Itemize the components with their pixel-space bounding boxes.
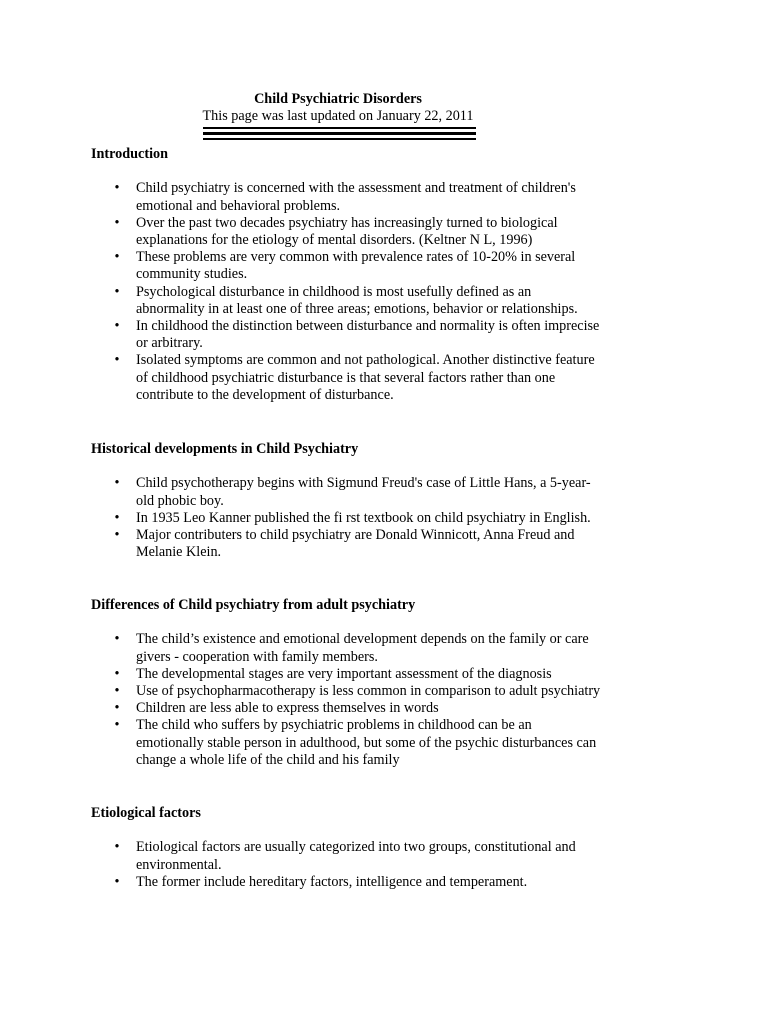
- list-item-text: In childhood the distinction between disturbance and normality is often imprecise or arbitrary.: [136, 318, 600, 352]
- list-item-text: The child’s existence and emotional development depends on the family or care givers - cooperation with family members.: [136, 631, 589, 665]
- list-item-text: These problems are very common with prevalence rates of 10-20% in several community studies.: [136, 249, 576, 283]
- list-item: [91, 249, 601, 283]
- bullet-icon: •: [114, 318, 120, 335]
- bullet-icon: •: [114, 509, 120, 526]
- list-item-text: In 1935 Leo Kanner published the fi rst textbook on child psychiatry in English.: [136, 509, 591, 526]
- bullet-icon: •: [114, 631, 120, 648]
- list-item: [91, 839, 601, 873]
- page-title: Child Psychiatric Disorders: [254, 91, 422, 107]
- list-item: [91, 874, 601, 891]
- bullet-icon: •: [114, 839, 120, 856]
- bullet-icon: •: [114, 683, 120, 699]
- list-item-text: Child psychotherapy begins with Sigmund Freud's case of Little Hans, a 5-year-old phobic boy.: [136, 475, 591, 509]
- bullet-icon: •: [114, 214, 120, 231]
- list-item: [91, 666, 601, 683]
- bullet-list: [91, 631, 601, 769]
- list-item: [91, 631, 601, 665]
- section-heading: Differences of Child psychiatry from adult psychiatry: [91, 597, 416, 613]
- list-item: [91, 318, 601, 352]
- bullet-list: [91, 839, 601, 891]
- list-item-text: Major contributers to child psychiatry are Donald Winnicott, Anna Freud and Melanie Klein.: [136, 527, 575, 561]
- bullet-icon: •: [114, 717, 120, 734]
- list-item-text: Etiological factors are usually categorized into two groups, constitutional and environmental.: [136, 839, 576, 873]
- title-divider-line: [203, 127, 476, 129]
- list-item-text: Use of psychopharmacotherapy is less common in comparison to adult psychiatry: [136, 683, 601, 699]
- list-item: [91, 180, 601, 214]
- section-heading: Etiological factors: [91, 805, 201, 821]
- list-item-text: Children are less able to express themselves in words: [136, 700, 439, 717]
- section-heading: Introduction: [91, 146, 168, 162]
- section-introduction: [91, 146, 601, 404]
- bullet-icon: •: [114, 527, 120, 543]
- bullet-icon: •: [114, 700, 120, 717]
- section-historical-developments: [91, 441, 601, 561]
- list-item: [91, 215, 601, 249]
- bullet-icon: •: [114, 180, 120, 197]
- list-item-text: The former include hereditary factors, intelligence and temperament.: [136, 873, 528, 890]
- bullet-icon: •: [114, 665, 120, 682]
- bullet-icon: •: [114, 249, 120, 266]
- section-differences: [91, 597, 601, 769]
- bullet-icon: •: [114, 283, 120, 300]
- list-item: [91, 352, 601, 404]
- list-item: [91, 510, 601, 527]
- list-item-text: Child psychiatry is concerned with the assessment and treatment of children's emotional and behavioral problems.: [136, 180, 576, 214]
- title-divider-line: [203, 138, 476, 140]
- list-item-text: The child who suffers by psychiatric problems in childhood can be an emotionally stable person in adulthood, but some of the psychic disturbances can change a whole life of the child and his family: [136, 717, 597, 768]
- section-heading: Historical developments in Child Psychiatry: [91, 441, 359, 457]
- title-divider-line: [203, 132, 476, 135]
- bullet-icon: •: [114, 475, 120, 492]
- list-item-text: Psychological disturbance in childhood is most usefully defined as an abnormality in at least one of three areas; emotions, behavior or relationships.: [136, 283, 578, 317]
- bullet-icon: •: [114, 352, 120, 369]
- section-etiological-factors: [91, 805, 601, 891]
- list-item: [91, 475, 601, 509]
- list-item: [91, 700, 601, 717]
- list-item: [91, 527, 601, 561]
- list-item-text: The developmental stages are very important assessment of the diagnosis: [136, 665, 552, 682]
- bullet-list: [91, 180, 601, 404]
- list-item: [91, 284, 601, 318]
- bullet-icon: •: [114, 873, 120, 890]
- last-updated-note: This page was last updated on January 22, 2011: [202, 108, 474, 124]
- list-item: [91, 717, 601, 769]
- bullet-list: [91, 475, 601, 561]
- list-item: [91, 683, 601, 700]
- list-item-text: Over the past two decades psychiatry has increasingly turned to biological explanations for the etiology of mental disorders. (Keltner N L, 1996): [136, 214, 558, 248]
- list-item-text: Isolated symptoms are common and not pathological. Another distinctive feature of childhood psychiatric disturbance is that several factors rather than one contribute to the development of disturbance.: [136, 352, 595, 403]
